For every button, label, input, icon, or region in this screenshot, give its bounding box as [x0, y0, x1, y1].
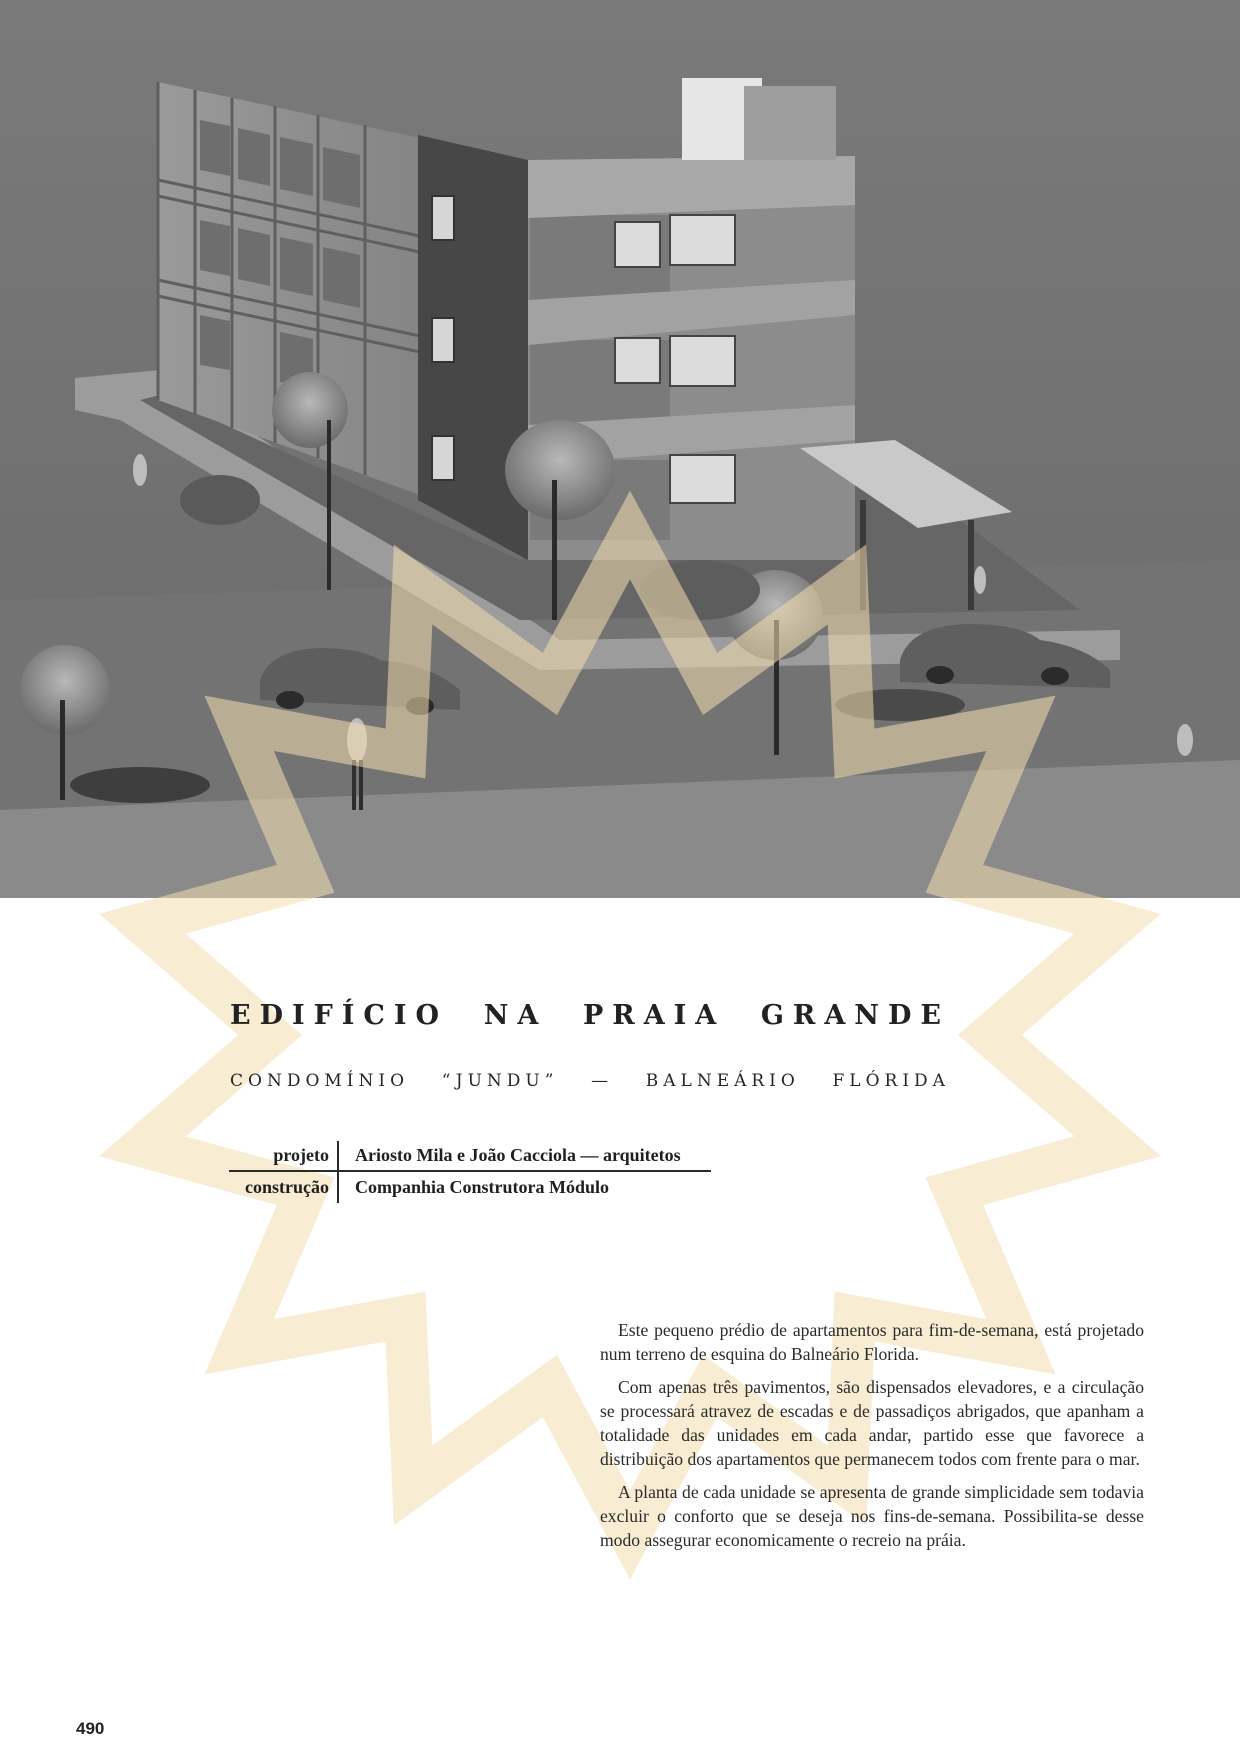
credit-label: construção [245, 1176, 329, 1197]
credit-row-projeto [229, 1139, 729, 1171]
article-subtitle [230, 1071, 950, 1091]
article-title [230, 1000, 950, 1031]
tower-window-1 [432, 196, 454, 240]
credit-row-construcao [229, 1171, 729, 1203]
canopy-post-1 [860, 500, 866, 610]
canopy-post-2 [968, 520, 974, 610]
article-body [600, 1318, 1144, 1561]
page-number: 490 [76, 1719, 105, 1738]
subtitle-part: “JUNDU” [441, 1071, 559, 1091]
tower-window-2 [432, 318, 454, 362]
credit-label: projeto [273, 1144, 329, 1165]
body-paragraph: A planta de cada unidade se apresenta de grande simplicidade sem todavia excluir o conforto que se deseja nos fins-de-semana. Possibilita-se desse modo assegurar economicamente o recreio na práia. [600, 1482, 1144, 1550]
body-paragraph: Este pequeno prédio de apartamentos para fim-de-semana, está projetado num terreno de esquina do Balneário Florida. [600, 1320, 1144, 1364]
title-word: NA [483, 1000, 548, 1031]
tree-shadow-2 [835, 689, 965, 721]
credit-value: Ariosto Mila e João Cacciola — arquitetos [355, 1144, 681, 1165]
body-paragraph: Com apenas três pavimentos, são dispensados elevadores, e a circulação se processará atravez de escadas e de passadiços abrigados, que apanham a totalidade das unidades em cada andar, partido esse que favorece a distribuição dos apartamentos que permanecem todos com frente para o mar. [600, 1377, 1144, 1469]
subtitle-part: BALNEÁRIO [645, 1071, 800, 1091]
title-word: PRAIA [582, 1000, 726, 1031]
tower-window-3 [432, 436, 454, 480]
roof-box-shade [744, 86, 836, 160]
subtitle-part: FLÓRIDA [832, 1071, 950, 1091]
tree-shadow-1 [70, 767, 210, 803]
credits-table [229, 1139, 729, 1203]
subtitle-part: — [591, 1071, 614, 1091]
title-word: EDIFÍCIO [230, 1000, 449, 1031]
subtitle-part: CONDOMÍNIO [230, 1071, 410, 1091]
credit-value: Companhia Construtora Módulo [355, 1176, 610, 1197]
title-word: GRANDE [760, 1000, 950, 1031]
